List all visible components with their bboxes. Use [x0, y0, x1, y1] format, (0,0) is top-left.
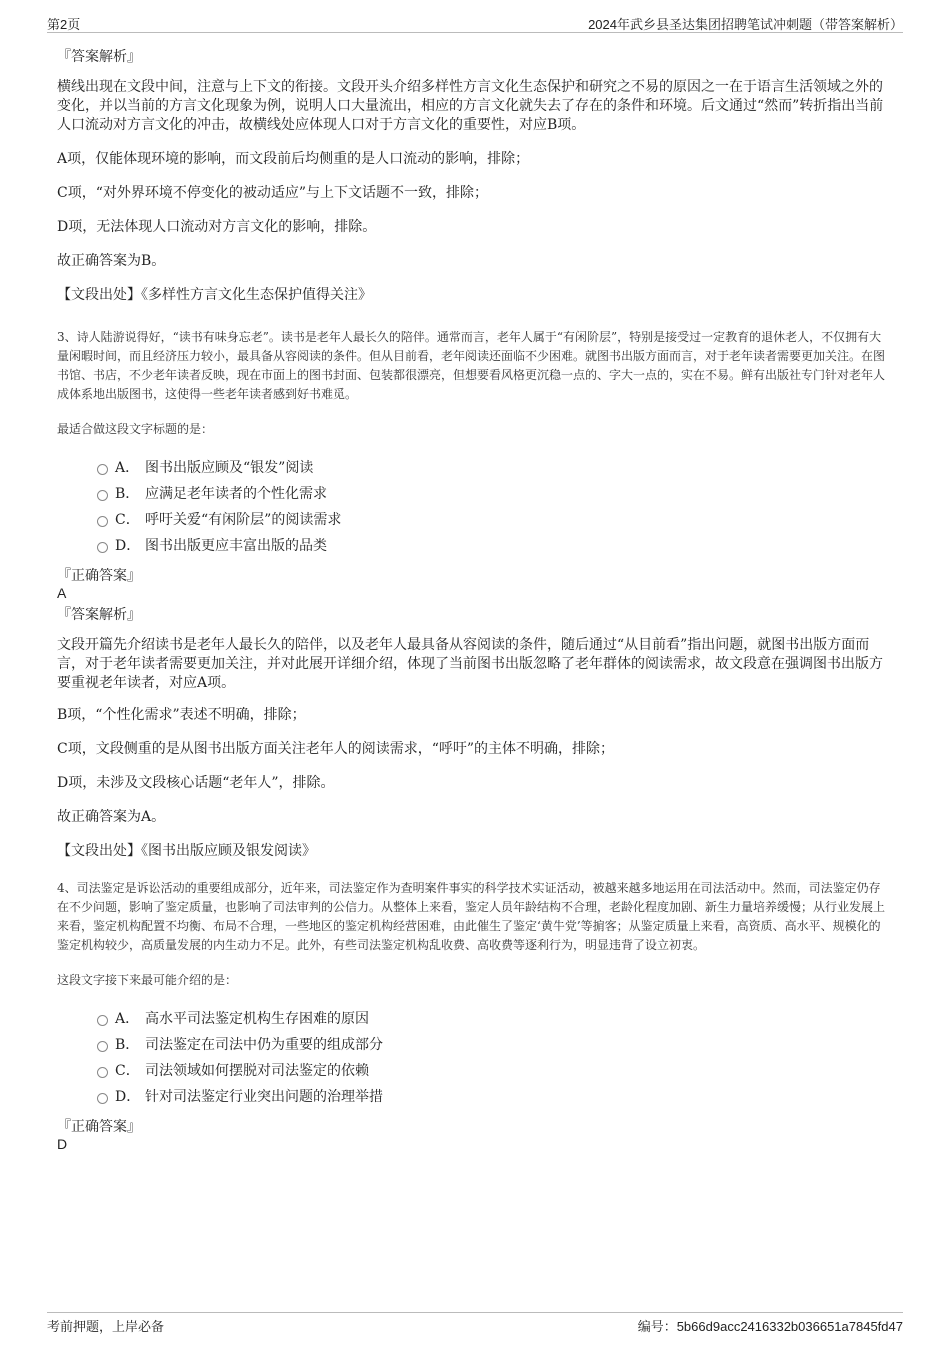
option-text: 高水平司法鉴定机构生存困难的原因: [145, 1011, 369, 1027]
page-header: [47, 12, 903, 33]
radio-button[interactable]: [97, 516, 108, 527]
correct-answer-tag: 『正确答案』: [57, 1119, 141, 1135]
question-3-options: [57, 455, 887, 559]
option-letter: C．: [115, 1063, 140, 1079]
analysis-paragraph: C项，文段侧重的是从图书出版方面关注老年人的阅读需求，“呼吁”的主体不明确，排除；: [57, 741, 615, 757]
analysis-tag: 『答案解析』: [57, 607, 141, 623]
option-text: 图书出版应顾及“银发”阅读: [145, 460, 314, 476]
option-text: 司法领域如何摆脱对司法鉴定的依赖: [145, 1063, 369, 1079]
footer-slogan: 考前押题，上岸必备: [47, 1319, 165, 1334]
analysis-paragraph: D项，无法体现人口流动对方言文化的影响，排除。: [57, 219, 377, 235]
document-code: 编号：5b66d9acc2416332b036651a7845fd47: [637, 1319, 903, 1334]
correct-answer-statement: 故正确答案为A。: [57, 809, 166, 825]
document-title: 2024年武乡县圣达集团招聘笔试冲刺题（带答案解析）: [588, 17, 903, 32]
option-b[interactable]: [57, 481, 887, 507]
page-number: 第2页: [47, 17, 81, 32]
source-citation: 【文段出处】《多样性方言文化生态保护值得关注》: [57, 287, 372, 303]
radio-button[interactable]: [97, 1015, 108, 1026]
option-letter: A．: [115, 460, 140, 476]
option-text: 图书出版更应丰富出版的品类: [145, 538, 327, 554]
option-c[interactable]: [57, 507, 887, 533]
analysis-tag: 『答案解析』: [57, 49, 141, 65]
option-b[interactable]: [57, 1032, 887, 1058]
analysis-paragraph: C项，“对外界环境不停变化的被动适应”与上下文话题不一致，排除；: [57, 185, 489, 201]
radio-button[interactable]: [97, 464, 108, 475]
question-4-prompt: 这段文字接下来最可能介绍的是：: [57, 973, 238, 987]
option-letter: D．: [115, 538, 141, 554]
option-letter: D．: [115, 1089, 141, 1105]
source-citation: 【文段出处】《图书出版应顾及银发阅读》: [57, 843, 316, 859]
option-letter: B．: [115, 1037, 140, 1053]
option-letter: A．: [115, 1011, 140, 1027]
radio-button[interactable]: [97, 1093, 108, 1104]
radio-button[interactable]: [97, 1041, 108, 1052]
radio-button[interactable]: [97, 1067, 108, 1078]
question-3-prompt: 最适合做这段文字标题的是：: [57, 422, 214, 436]
radio-button[interactable]: [97, 490, 108, 501]
correct-answer-value: D: [57, 1136, 68, 1152]
question-3-text: 3、诗人陆游说得好，“读书有味身忘老”。读书是老年人最长久的陪伴。通常而言，老年人属于“有闲阶层”，特别是接受过一定教育的退休老人，不仅拥有大量闲暇时间，而且经济压力较小，最具备从容阅读的条件。但从目前看，老年阅读还面临不少困难。就图书出版方面而言，对于老年读者需要更加关注。在图书馆、书店，不少老年读者反映，现在市面上的图书封面、包装都很漂亮，但想要看风格更沉稳一点的、字大一点的，实在不易。鲜有出版社专门针对老年人成体系地出版图书，这使得一些老年读者感到好书难觅。: [57, 330, 886, 401]
option-letter: C．: [115, 512, 140, 528]
question-4-text: 4、司法鉴定是诉讼活动的重要组成部分，近年来，司法鉴定作为查明案件事实的科学技术实证活动，被越来越多地运用在司法活动中。然而，司法鉴定仍存在不少问题，影响了鉴定质量，也影响了司法审判的公信力。从整体上来看，鉴定人员年龄结构不合理，老龄化程度加剧、新生力量培养缓慢；从行业发展上来看，鉴定机构配置不均衡、布局不合理，一些地区的鉴定机构经营困难，由此催生了鉴定‘黄牛党’等掮客；从鉴定质量上来看，高资质、高水平、规模化的鉴定机构较少，高质量发展的内生动力不足。此外，有些司法鉴定机构乱收费、高收费等逐利行为，明显违背了设立初衷。: [57, 881, 886, 952]
analysis-paragraph: A项，仅能体现环境的影响，而文段前后均侧重的是人口流动的影响，排除；: [57, 151, 530, 167]
page-footer: [47, 1312, 903, 1334]
option-text: 针对司法鉴定行业突出问题的治理举措: [145, 1089, 383, 1105]
question-4-options: [57, 1006, 887, 1110]
analysis-paragraph: B项，“个性化需求”表述不明确，排除；: [57, 707, 306, 723]
analysis-paragraph: D项，未涉及文段核心话题“老年人”，排除。: [57, 775, 335, 791]
option-d[interactable]: [57, 533, 887, 559]
correct-answer-tag: 『正确答案』: [57, 568, 141, 584]
option-c[interactable]: [57, 1058, 887, 1084]
option-d[interactable]: [57, 1084, 887, 1110]
option-text: 呼吁关爱“有闲阶层”的阅读需求: [145, 512, 342, 528]
analysis-paragraph: 横线出现在文段中间，注意与上下文的衔接。文段开头介绍多样性方言文化生态保护和研究之不易的原因之一在于语言生活领域之外的变化，并以当前的方言文化现象为例，说明人口大量流出，相应的方言文化就失去了存在的条件和环境。后文通过“然而”转折指出当前人口流动对方言文化的冲击，故横线处应体现人口对于方言文化的重要性，对应B项。: [57, 79, 884, 133]
option-letter: B．: [115, 486, 140, 502]
correct-answer-value: A: [57, 585, 67, 601]
option-a[interactable]: [57, 1006, 887, 1032]
option-text: 司法鉴定在司法中仍为重要的组成部分: [145, 1037, 383, 1053]
option-a[interactable]: [57, 455, 887, 481]
analysis-paragraph: 文段开篇先介绍读书是老年人最长久的陪伴，以及老年人最具备从容阅读的条件，随后通过“从目前看”指出问题，就图书出版方面而言，对于老年读者需要更加关注，并对此展开详细介绍，体现了当前图书出版忽略了老年群体的阅读需求，故文段意在强调图书出版方要重视老年读者，对应A项。: [57, 637, 883, 691]
radio-button[interactable]: [97, 542, 108, 553]
page-content: [57, 46, 887, 1152]
correct-answer-statement: 故正确答案为B。: [57, 253, 166, 269]
option-text: 应满足老年读者的个性化需求: [145, 486, 327, 502]
